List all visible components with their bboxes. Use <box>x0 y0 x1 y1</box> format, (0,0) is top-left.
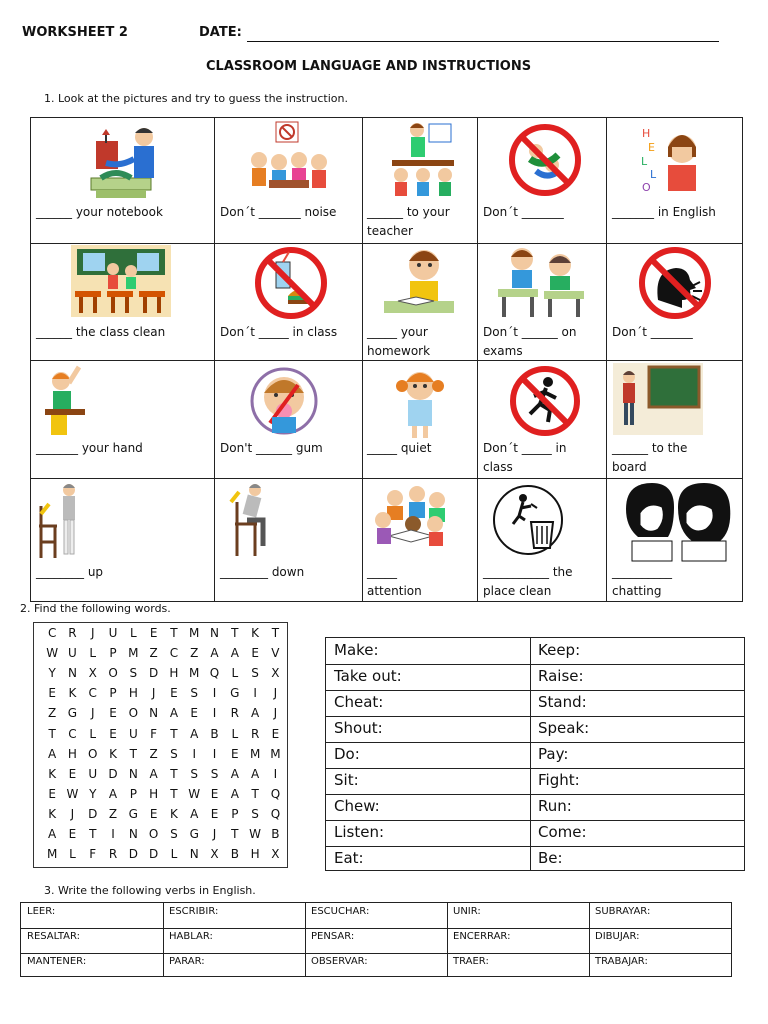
word-search-letter[interactable]: C <box>47 626 57 640</box>
word-search-letter[interactable]: S <box>251 806 259 821</box>
word-search-row <box>42 747 286 761</box>
word-search-letter[interactable]: L <box>231 666 239 681</box>
word-search-letter[interactable]: T <box>271 626 280 640</box>
word-search-letter[interactable]: A <box>230 786 239 801</box>
caption-r3c3: _____ quiet <box>367 441 432 455</box>
verb-right-cell[interactable]: Pay: <box>538 745 569 763</box>
word-search-letter[interactable]: A <box>48 746 57 761</box>
word-search-letter[interactable]: Q <box>209 666 220 681</box>
caption-r4c1: ________ up <box>36 565 104 579</box>
section3-instruction: 3. Write the following verbs in English. <box>44 884 256 897</box>
spanish-verb-cell[interactable]: TRABAJAR: <box>595 956 648 967</box>
word-search-letter[interactable]: V <box>271 646 280 661</box>
word-search-letter[interactable]: D <box>88 806 98 821</box>
word-search-letter[interactable]: G <box>128 806 138 821</box>
word-search-letter[interactable]: H <box>149 786 159 801</box>
speak-english-hello-picture <box>638 123 708 199</box>
word-search-letter[interactable]: O <box>128 706 139 721</box>
word-search-letter[interactable]: X <box>210 847 219 862</box>
spanish-verb-cell[interactable]: SUBRAYAR: <box>595 906 651 917</box>
word-search-letter[interactable]: G <box>189 827 199 841</box>
word-search-letter[interactable]: E <box>109 706 117 721</box>
verb-left-cell[interactable]: Take out: <box>334 667 402 685</box>
word-search-letter[interactable]: H <box>169 666 179 681</box>
word-search-letter[interactable]: T <box>231 626 239 640</box>
word-search-letter[interactable]: U <box>108 626 118 640</box>
word-search-letter[interactable]: Q <box>270 806 281 821</box>
word-search-letter[interactable]: S <box>190 766 199 781</box>
word-search-letter[interactable]: Z <box>149 646 158 661</box>
caption-r1c5: _______ in English <box>612 205 716 219</box>
word-search-letter[interactable]: T <box>170 626 178 640</box>
be-quiet-girl-picture <box>392 364 448 444</box>
word-search-letter[interactable]: N <box>210 626 220 640</box>
word-search-letter[interactable]: Z <box>108 806 118 821</box>
word-search-letter[interactable]: T <box>170 766 178 781</box>
make-noise-picture <box>244 120 334 204</box>
word-search-letter[interactable]: J <box>273 686 278 701</box>
verb-left-cell[interactable]: Sit: <box>334 771 359 789</box>
word-search-letter[interactable]: M <box>128 646 139 661</box>
caption-r4c3: _____ attention <box>367 565 422 598</box>
no-shouting-sign-picture <box>636 244 714 326</box>
word-search-row <box>42 706 286 720</box>
verb-right-cell[interactable]: Come: <box>538 823 587 841</box>
word-search-letter[interactable]: G <box>230 686 240 701</box>
verb-left-cell[interactable]: Shout: <box>334 719 383 737</box>
word-search-letter[interactable]: K <box>251 626 260 640</box>
word-search-letter[interactable]: I <box>192 746 196 761</box>
word-search-letter[interactable]: G <box>67 706 78 721</box>
caption-r1c4: Don´t _______ <box>483 205 564 219</box>
word-search-letter[interactable]: A <box>190 806 199 821</box>
word-search-letter[interactable]: N <box>128 827 138 841</box>
word-search-letter[interactable]: Z <box>190 646 199 661</box>
word-search-letter[interactable]: R <box>68 626 77 640</box>
word-search-letter[interactable]: A <box>48 827 57 841</box>
spanish-verb-cell[interactable]: MANTENER: <box>27 956 87 967</box>
word-search-letter[interactable]: R <box>230 706 239 721</box>
section1-instruction: 1. Look at the pictures and try to guess the instruction. <box>44 92 348 105</box>
spanish-verb-cell[interactable]: PARAR: <box>169 956 205 967</box>
word-search-letter[interactable]: A <box>251 706 260 721</box>
word-search-letter[interactable]: K <box>48 766 57 781</box>
stand-up-picture <box>35 480 91 564</box>
word-search-letter[interactable]: S <box>129 666 138 681</box>
word-search-letter[interactable]: D <box>149 666 159 681</box>
word-search-letter[interactable]: M <box>270 746 281 761</box>
word-search-letter[interactable]: P <box>109 646 117 661</box>
word-search-letter[interactable]: T <box>48 726 56 741</box>
word-search-letter[interactable]: E <box>170 686 178 701</box>
word-search-letter[interactable]: E <box>190 706 199 721</box>
word-search-letter[interactable]: O <box>148 827 159 841</box>
word-search-row <box>42 727 286 741</box>
word-search-letter[interactable]: N <box>149 706 159 721</box>
no-fighting-sign-picture <box>506 121 584 203</box>
word-search-letter[interactable]: L <box>231 726 239 741</box>
verb-right-cell[interactable]: Speak: <box>538 719 590 737</box>
word-search-letter[interactable]: E <box>210 786 219 801</box>
caption-r3c1: _______ your hand <box>36 441 143 455</box>
spanish-verb-cell[interactable]: ESCUCHAR: <box>311 906 370 917</box>
spanish-verb-cell[interactable]: ENCERRAR: <box>453 931 511 942</box>
word-search-letter[interactable]: L <box>89 726 97 741</box>
word-search-letter[interactable]: U <box>88 766 98 781</box>
word-search-letter[interactable]: L <box>69 847 76 862</box>
word-search-letter[interactable]: D <box>128 847 138 862</box>
word-search-letter[interactable]: Q <box>270 786 281 801</box>
word-search-letter[interactable]: J <box>70 806 75 821</box>
word-search-letter[interactable]: N <box>67 666 77 681</box>
word-search-letter[interactable]: J <box>212 827 217 841</box>
word-search-letter[interactable]: L <box>170 847 178 862</box>
svg-text:E: E <box>648 141 655 154</box>
word-search-letter[interactable]: D <box>149 847 159 862</box>
verb-translation-table <box>325 637 745 871</box>
word-search-letter[interactable]: I <box>212 706 217 721</box>
pay-attention-picture <box>367 480 455 556</box>
word-search-letter[interactable]: J <box>90 706 95 721</box>
word-search-letter[interactable]: S <box>170 746 178 761</box>
word-search-letter[interactable]: E <box>48 786 56 801</box>
verb-left-cell[interactable]: Listen: <box>334 823 385 841</box>
word-search-row <box>42 847 286 861</box>
verb-right-cell[interactable]: Fight: <box>538 771 580 789</box>
verb-left-cell[interactable]: Make: <box>334 641 379 659</box>
word-search-letter[interactable]: E <box>149 806 158 821</box>
word-search-letter[interactable]: A <box>169 706 179 721</box>
take-out-notebook-picture <box>86 123 166 205</box>
word-search-letter[interactable]: P <box>231 806 239 821</box>
word-search-letter[interactable]: Y <box>89 786 97 801</box>
word-search-letter[interactable]: T <box>251 786 259 801</box>
date-field[interactable] <box>247 41 719 42</box>
word-search-letter[interactable]: T <box>231 827 239 841</box>
word-search-letter[interactable]: L <box>89 646 97 661</box>
caption-r4c5: __________ chatting <box>612 565 672 598</box>
no-cheating-picture <box>494 243 589 325</box>
word-search-letter[interactable]: F <box>150 726 158 741</box>
word-search-letter[interactable]: X <box>88 666 97 681</box>
spanish-verb-cell[interactable]: DIBUJAR: <box>595 931 640 942</box>
word-search-letter[interactable]: K <box>169 806 178 821</box>
word-search-letter[interactable]: E <box>48 686 56 701</box>
verb-left-cell[interactable]: Cheat: <box>334 693 384 711</box>
word-search-letter[interactable]: S <box>170 827 178 841</box>
keep-class-clean-picture <box>71 245 171 321</box>
word-search-letter[interactable]: K <box>109 746 117 761</box>
word-search-letter[interactable]: A <box>190 726 199 741</box>
word-search-letter[interactable]: I <box>273 766 278 781</box>
word-search-letter[interactable]: W <box>188 786 201 801</box>
stop-chatting-picture <box>618 479 736 567</box>
svg-text:L: L <box>641 155 648 168</box>
word-search-letter[interactable]: A <box>230 646 239 661</box>
word-search-letter[interactable]: T <box>129 746 137 761</box>
word-search-letter[interactable]: C <box>68 726 77 741</box>
word-search-row <box>42 686 286 700</box>
do-homework-picture <box>374 243 464 325</box>
svg-text:H: H <box>642 127 651 140</box>
trash-bin-sign-picture <box>489 482 567 562</box>
word-search-letter[interactable]: T <box>170 726 178 741</box>
word-search-letter[interactable]: H <box>67 746 77 761</box>
word-search-letter[interactable]: B <box>230 847 239 862</box>
word-search-row <box>42 827 286 841</box>
spanish-verbs-table <box>20 902 732 977</box>
word-search-letter[interactable]: H <box>128 686 138 701</box>
worksheet-label: WORKSHEET 2 <box>22 25 128 40</box>
no-running-sign-picture <box>506 364 584 442</box>
word-search-row <box>42 626 286 640</box>
spanish-verb-cell[interactable]: RESALTAR: <box>27 931 81 942</box>
word-search-row <box>42 767 286 781</box>
word-search-letter[interactable]: Z <box>149 746 158 761</box>
verb-right-cell[interactable]: Keep: <box>538 641 581 659</box>
word-search-letter[interactable]: L <box>129 626 137 640</box>
word-search-letter[interactable]: H <box>250 847 260 862</box>
word-search-letter[interactable]: O <box>88 746 98 761</box>
spanish-verb-cell[interactable]: ESCRIBIR: <box>169 906 219 917</box>
verb-left-cell[interactable]: Eat: <box>334 849 364 867</box>
word-search-letter[interactable]: I <box>253 686 257 701</box>
word-search-letter[interactable]: N <box>128 766 138 781</box>
spanish-verb-cell[interactable]: PENSAR: <box>311 931 355 942</box>
word-search-letter[interactable]: I <box>111 827 115 841</box>
word-search-letter[interactable]: B <box>210 726 219 741</box>
word-search-letter[interactable]: A <box>108 786 118 801</box>
verb-right-cell[interactable]: Run: <box>538 797 572 815</box>
word-search-letter[interactable]: Z <box>48 706 57 721</box>
caption-r2c3: _____ your homework <box>367 325 431 358</box>
word-search-letter[interactable]: Y <box>48 666 56 681</box>
word-search-letter[interactable]: F <box>89 847 97 862</box>
word-search-letter[interactable]: E <box>210 806 219 821</box>
caption-r1c2: Don´t _______ noise <box>220 205 337 219</box>
svg-text:L: L <box>650 168 657 181</box>
word-search-letter[interactable]: W <box>46 646 59 661</box>
svg-text:O: O <box>642 181 651 194</box>
word-search-letter[interactable]: C <box>169 646 179 661</box>
section2-instruction: 2. Find the following words. <box>20 602 171 615</box>
word-search-letter[interactable]: J <box>273 706 278 721</box>
verb-right-cell[interactable]: Be: <box>538 849 563 867</box>
word-search-letter[interactable]: S <box>190 686 199 701</box>
word-search-letter[interactable]: D <box>108 766 118 781</box>
word-search-letter[interactable]: S <box>251 666 259 681</box>
caption-r3c2: Don't ______ gum <box>220 441 323 455</box>
word-search-letter[interactable]: P <box>109 686 117 701</box>
caption-r2c5: Don´t _______ <box>612 325 693 339</box>
verb-right-cell[interactable]: Stand: <box>538 693 587 711</box>
word-search-letter[interactable]: I <box>212 686 217 701</box>
caption-r1c3: ______ to your teacher <box>367 205 450 238</box>
verb-left-cell[interactable]: Chew: <box>334 797 380 815</box>
word-search-letter[interactable]: E <box>251 646 259 661</box>
word-search-letter[interactable]: A <box>251 766 260 781</box>
word-search-letter[interactable]: J <box>151 686 156 701</box>
word-search-row <box>42 646 286 660</box>
word-search-letter[interactable]: W <box>249 827 262 841</box>
word-search-letter[interactable]: I <box>212 746 217 761</box>
instruction-picture-grid <box>30 117 743 602</box>
word-search-letter[interactable]: X <box>271 666 280 681</box>
page-title: CLASSROOM LANGUAGE AND INSTRUCTIONS <box>206 59 532 74</box>
caption-r1c1: ______ your notebook <box>36 205 163 219</box>
word-search-letter[interactable]: U <box>68 646 77 661</box>
word-search-letter[interactable]: C <box>88 686 97 701</box>
word-search-letter[interactable]: A <box>230 766 239 781</box>
word-search-letter[interactable]: S <box>210 766 219 781</box>
word-search-letter[interactable]: T <box>89 827 97 841</box>
word-search-letter[interactable]: E <box>68 766 77 781</box>
word-search-letter[interactable]: K <box>48 806 57 821</box>
word-search-letter[interactable]: E <box>149 626 158 640</box>
word-search-letter[interactable]: M <box>189 626 200 640</box>
word-search-letter[interactable]: U <box>128 726 138 741</box>
word-search-letter[interactable]: E <box>231 746 239 761</box>
word-search-letter[interactable]: E <box>109 726 117 741</box>
sit-down-picture <box>221 480 281 564</box>
go-to-board-picture <box>613 363 703 439</box>
spanish-verb-cell[interactable]: HABLAR: <box>169 931 213 942</box>
word-search-row <box>42 787 286 801</box>
word-search-letter[interactable]: A <box>210 646 219 661</box>
raise-hand-picture <box>39 363 95 443</box>
caption-r4c2: ________ down <box>220 565 305 579</box>
word-search-grid <box>33 622 288 868</box>
word-search-letter[interactable]: E <box>68 827 77 841</box>
word-search-letter[interactable]: E <box>271 726 280 741</box>
caption-r2c4: Don´t ______ on exams <box>483 325 577 358</box>
word-search-letter[interactable]: X <box>271 847 280 862</box>
word-search-letter[interactable]: R <box>108 847 118 862</box>
word-search-letter[interactable]: R <box>250 726 260 741</box>
no-chewing-gum-picture <box>248 365 320 441</box>
verb-right-cell[interactable]: Raise: <box>538 667 584 685</box>
word-search-letter[interactable]: A <box>149 766 158 781</box>
caption-r3c4: Don´t _____ in class <box>483 441 567 474</box>
word-search-letter[interactable]: K <box>68 686 77 701</box>
verb-left-cell[interactable]: Do: <box>334 745 360 763</box>
caption-r3c5: ______ to the board <box>612 441 688 474</box>
word-search-letter[interactable]: M <box>46 847 58 862</box>
word-search-row <box>42 666 286 680</box>
caption-r2c2: Don´t _____ in class <box>220 325 338 339</box>
word-search-letter[interactable]: M <box>249 746 261 761</box>
word-search-letter[interactable]: B <box>271 827 280 841</box>
word-search-letter[interactable]: J <box>90 626 95 640</box>
date-label: DATE: <box>199 25 242 40</box>
word-search-letter[interactable]: M <box>189 666 200 681</box>
caption-r4c4: ___________ the place clean <box>483 565 573 598</box>
word-search-letter[interactable]: W <box>66 786 79 801</box>
no-eating-sign-picture <box>252 244 330 326</box>
spanish-verb-cell[interactable]: LEER: <box>27 906 56 917</box>
word-search-row <box>42 807 286 821</box>
caption-r2c1: ______ the class clean <box>36 325 166 339</box>
listen-to-teacher-picture <box>387 120 459 204</box>
word-search-letter[interactable]: N <box>189 847 199 862</box>
word-search-letter[interactable]: P <box>129 786 137 801</box>
spanish-verb-cell[interactable]: UNIR: <box>453 906 481 917</box>
spanish-verb-cell[interactable]: OBSERVAR: <box>311 956 368 967</box>
spanish-verb-cell[interactable]: TRAER: <box>453 956 489 967</box>
word-search-letter[interactable]: T <box>170 786 178 801</box>
word-search-letter[interactable]: O <box>108 666 118 681</box>
